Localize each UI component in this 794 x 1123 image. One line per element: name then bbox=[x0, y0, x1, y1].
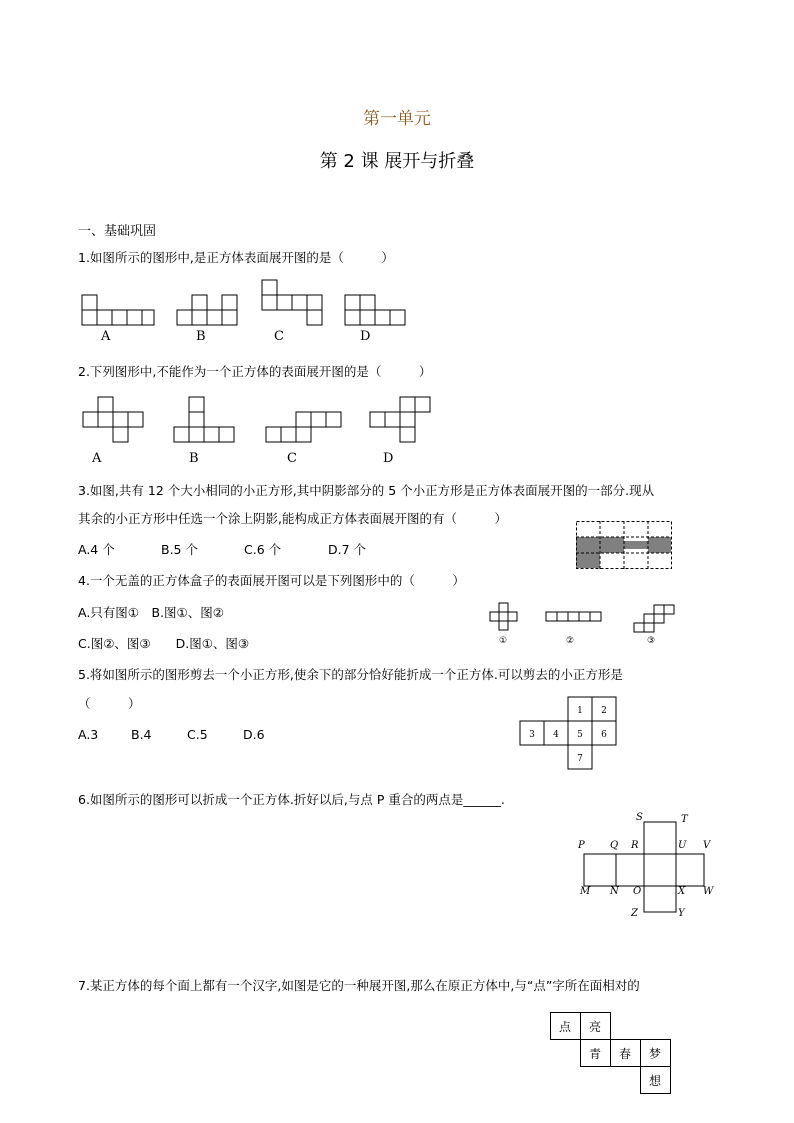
face-qing: 青 bbox=[588, 1047, 602, 1061]
point-w: W bbox=[703, 886, 714, 897]
lesson-title: 第 2 课 展开与折叠 bbox=[319, 151, 475, 172]
q1-net-b bbox=[177, 295, 237, 325]
q2-net-d bbox=[370, 397, 430, 442]
face-dian: 点 bbox=[558, 1020, 572, 1034]
q1-label-c: C bbox=[274, 329, 284, 344]
q1-net-d bbox=[345, 295, 405, 325]
q2-label-b: B bbox=[189, 451, 199, 466]
point-r: R bbox=[631, 840, 639, 851]
question-5-line1: 5.将如图所示的图形剪去一个小正方形,使余下的部分恰好能折成一个正方体.可以剪去的小正方形是 bbox=[78, 667, 623, 682]
q5-cell-3: 3 bbox=[529, 730, 535, 740]
point-z: Z bbox=[631, 908, 638, 919]
q2-label-d: D bbox=[383, 451, 394, 466]
q5-net-figure bbox=[520, 697, 620, 769]
point-q: Q bbox=[610, 840, 619, 851]
q7-net-figure bbox=[550, 1012, 674, 1096]
q2-net-b bbox=[174, 397, 234, 442]
q3-option-a: A.4 个 bbox=[78, 542, 115, 557]
q1-net-a bbox=[82, 295, 154, 325]
q5-option-d: D.6 bbox=[243, 727, 265, 742]
face-liang: 亮 bbox=[588, 1020, 602, 1034]
q4-net-1 bbox=[490, 603, 517, 630]
unit-title: 第一单元 bbox=[363, 109, 431, 129]
q2-label-a: A bbox=[92, 451, 102, 466]
point-o: O bbox=[633, 886, 642, 897]
point-p: P bbox=[578, 840, 585, 851]
q5-cell-7: 7 bbox=[577, 754, 583, 764]
q3-option-b: B.5 个 bbox=[161, 542, 198, 557]
q5-cell-5: 5 bbox=[577, 730, 583, 740]
q1-label-b: B bbox=[196, 329, 206, 344]
q3-grid-figure bbox=[576, 521, 672, 569]
q5-cell-1: 1 bbox=[577, 706, 583, 716]
point-s: S bbox=[636, 812, 643, 823]
q3-option-c: C.6 个 bbox=[244, 542, 282, 557]
q5-cell-2: 2 bbox=[601, 706, 607, 716]
question-5-line2: （ ） bbox=[78, 696, 141, 711]
q4-net-3 bbox=[634, 605, 674, 632]
question-1: 1.如图所示的图形中,是正方体表面展开图的是（ ） bbox=[78, 250, 394, 265]
q1-label-a: A bbox=[101, 329, 111, 344]
q1-figures bbox=[0, 275, 794, 350]
question-3-line1: 3.如图,共有 12 个大小相同的小正方形,其中阴影部分的 5 个小正方形是正方体表面展开图的一部分.现从 bbox=[78, 483, 655, 498]
q4-options-row2: C.图②、图③ D.图①、图③ bbox=[78, 636, 250, 651]
q2-figures bbox=[0, 395, 794, 445]
point-u: U bbox=[678, 840, 687, 851]
q4-label-2: ② bbox=[566, 636, 575, 646]
q5-option-a: A.3 bbox=[78, 727, 99, 742]
point-n: N bbox=[610, 886, 619, 897]
q6-net-figure bbox=[560, 810, 720, 920]
q4-options-row1: A.只有图① B.图①、图② bbox=[78, 605, 224, 620]
q2-label-c: C bbox=[287, 451, 297, 466]
q3-option-d: D.7 个 bbox=[328, 542, 367, 557]
q2-net-c bbox=[266, 412, 341, 442]
q4-figures bbox=[0, 600, 794, 650]
question-4: 4.一个无盖的正方体盒子的表面展开图可以是下列图形中的（ ） bbox=[78, 573, 465, 588]
q5-cell-6: 6 bbox=[601, 730, 607, 740]
face-chun: 春 bbox=[618, 1047, 632, 1061]
section-heading: 一、基础巩固 bbox=[78, 224, 157, 239]
point-x: X bbox=[678, 886, 686, 897]
point-m: M bbox=[580, 886, 591, 897]
question-3-line2: 其余的小正方形中任选一个涂上阴影,能构成正方体表面展开图的有（ ） bbox=[78, 511, 507, 526]
q1-label-d: D bbox=[360, 329, 371, 344]
face-meng: 梦 bbox=[648, 1047, 662, 1061]
question-7: 7.某正方体的每个面上都有一个汉字,如图是它的一种展开图,那么在原正方体中,与“点”字所在面相对的 bbox=[78, 978, 640, 993]
point-y: Y bbox=[678, 908, 685, 919]
face-xiang: 想 bbox=[648, 1074, 662, 1088]
q4-net-2 bbox=[546, 612, 601, 621]
q5-option-b: B.4 bbox=[131, 727, 152, 742]
point-v: V bbox=[703, 840, 711, 851]
point-t: T bbox=[681, 814, 688, 825]
q4-label-1: ① bbox=[499, 636, 508, 646]
question-2: 2.下列图形中,不能作为一个正方体的表面展开图的是（ ） bbox=[78, 364, 432, 379]
q5-cell-4: 4 bbox=[553, 730, 559, 740]
q5-option-c: C.5 bbox=[187, 727, 208, 742]
q1-net-c bbox=[262, 280, 322, 325]
q4-label-3: ③ bbox=[647, 636, 656, 646]
question-6: 6.如图所示的图形可以折成一个正方体.折好以后,与点 P 重合的两点是______. bbox=[78, 792, 505, 807]
q2-net-a bbox=[83, 397, 143, 442]
